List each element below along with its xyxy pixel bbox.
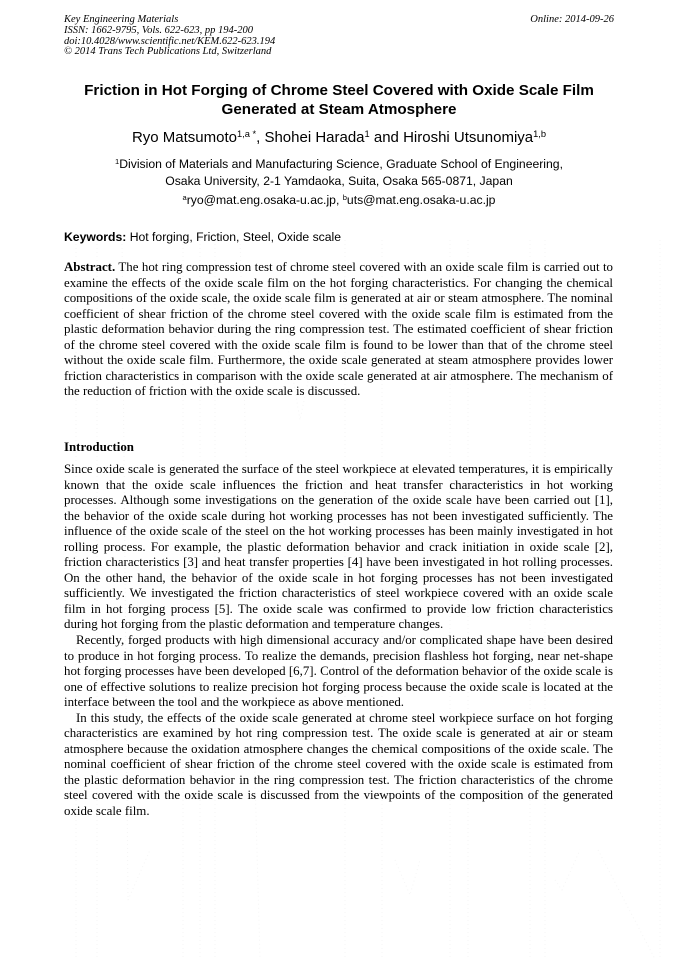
affiliation-line-2: Osaka University, 2-1 Yamdaoka, Suita, Osaka 565-0871, Japan (165, 174, 513, 188)
email-mark: a (182, 192, 187, 202)
title-line-2: Generated at Steam Atmosphere (221, 101, 457, 118)
copyright-line: © 2014 Trans Tech Publications Ltd, Switzerland (64, 46, 272, 58)
online-date: Online: 2014-09-26 (530, 14, 614, 25)
author-affiliation-mark: 1 (364, 128, 370, 139)
author-separator: and (369, 129, 404, 146)
author-affiliation-mark: 1,a * (236, 128, 257, 139)
author-name: Shohei Harada (264, 129, 365, 146)
issn-line: ISSN: 1662-9795, Vols. 622-623, pp 194-200 (64, 24, 253, 36)
section-heading-introduction: Introduction (64, 440, 134, 454)
email-mark: b (342, 192, 347, 202)
affiliation-mark: 1 (115, 156, 120, 166)
doi-line: doi:10.4028/www.scientific.net/KEM.622-623.194 (64, 35, 276, 47)
keywords-text: Hot forging, Friction, Steel, Oxide scale (126, 230, 342, 244)
email-address: uts@mat.eng.osaka-u.ac.jp (346, 193, 496, 207)
paragraph: Recently, forged products with high dimensional accuracy and/or complicated shape have been desired to produce in hot forging process. To realize the demands, precision flashless hot forging, near net-shape hot forging processes have been developed [6,7]. Control of the deformation behavior of the oxide scale is one of effective solutions to realize precision hot forging process because the oxide scale is located at the interface between the tool and the workpiece as above mentioned. (64, 633, 613, 710)
email-separator: , (335, 193, 343, 207)
paragraph: Since oxide scale is generated the surface of the steel workpiece at elevated temperatures, it is empirically known that the oxide scale influences the friction and heat transfer characteristics in hot working processes. Although some investigations on the generation of the oxide scale have been carried out [1], the behavior of the oxide scale during hot working processes has not been investigated sufficiently. The influence of the oxide scale of the steel on the hot working processes has been mainly investigated in hot rolling process. For example, the plastic deformation behavior and crack initiation in oxide scale [2], friction characteristics [3] and heat transfer properties [4] have been investigated in hot rolling processes. On the other hand, the behavior of the oxide scale in hot forging processes has not been investigated sufficiently. We investigated the friction characteristics of steel workpiece covered with an oxide scale film in hot forging process [5]. The oxide scale was confirmed to provide low friction characteristics during hot forging from the plastic deformation and temperature changes. (64, 462, 613, 632)
journal-header (64, 15, 275, 58)
abstract (64, 260, 613, 400)
abstract-label: Abstract. (64, 260, 116, 274)
author-separator: , (256, 129, 265, 146)
introduction-body (64, 462, 613, 820)
abstract-text: The hot ring compression test of chrome steel covered with an oxide scale film is carried out to examine the effects of the oxide scale film on the hot forging characteristics. For changing the chemical compositions of the oxide scale, the oxide scale film is generated at air or steam atmosphere. The nominal coefficient of shear friction of the chrome steel covered with the oxide scale film is estimated from the plastic deformation behavior during the ring compression test. The estimated coefficient of shear friction of the chrome steel covered with the oxide scale film is found to be lower than that of the chrome steel without the oxide scale film. Furthermore, the oxide scale generated at steam atmosphere provides lower friction characteristics in comparison with the oxide scale generated at air atmosphere. The mechanism of the reduction of friction with the oxide scale is discussed. (64, 260, 613, 399)
keywords (64, 230, 341, 245)
affiliation (40, 156, 638, 190)
title-line-1: Friction in Hot Forging of Chrome Steel Covered with Oxide Scale Film (84, 82, 594, 99)
author-name: Hiroshi Utsunomiya (403, 129, 534, 146)
paper-title (40, 81, 638, 119)
journal-name: Key Engineering Materials (64, 14, 179, 25)
paragraph: In this study, the effects of the oxide scale generated at chrome steel workpiece surface on hot forging characteristics are examined by hot ring compression test. The oxide scale is generated at air or steam atmosphere because the oxidation atmosphere changes the chemical compositions of the oxide scale. The nominal coefficient of shear friction of the chrome steel covered with the oxide scale is estimated from the plastic deformation behavior in the ring compression test. The friction characteristics of the chrome steel covered with the oxide scale is discussed from the viewpoints of the composition of the generated oxide scale film. (64, 710, 613, 819)
email-address: ryo@mat.eng.osaka-u.ac.jp (186, 193, 336, 207)
author-affiliation-mark: 1,b (533, 128, 547, 139)
author-name: Ryo Matsumoto (131, 129, 237, 146)
author-list (40, 129, 638, 147)
email-list (40, 193, 638, 208)
keywords-label: Keywords: (64, 230, 127, 244)
affiliation-line-1: Division of Materials and Manufacturing Science, Graduate School of Engineering, (119, 157, 563, 171)
